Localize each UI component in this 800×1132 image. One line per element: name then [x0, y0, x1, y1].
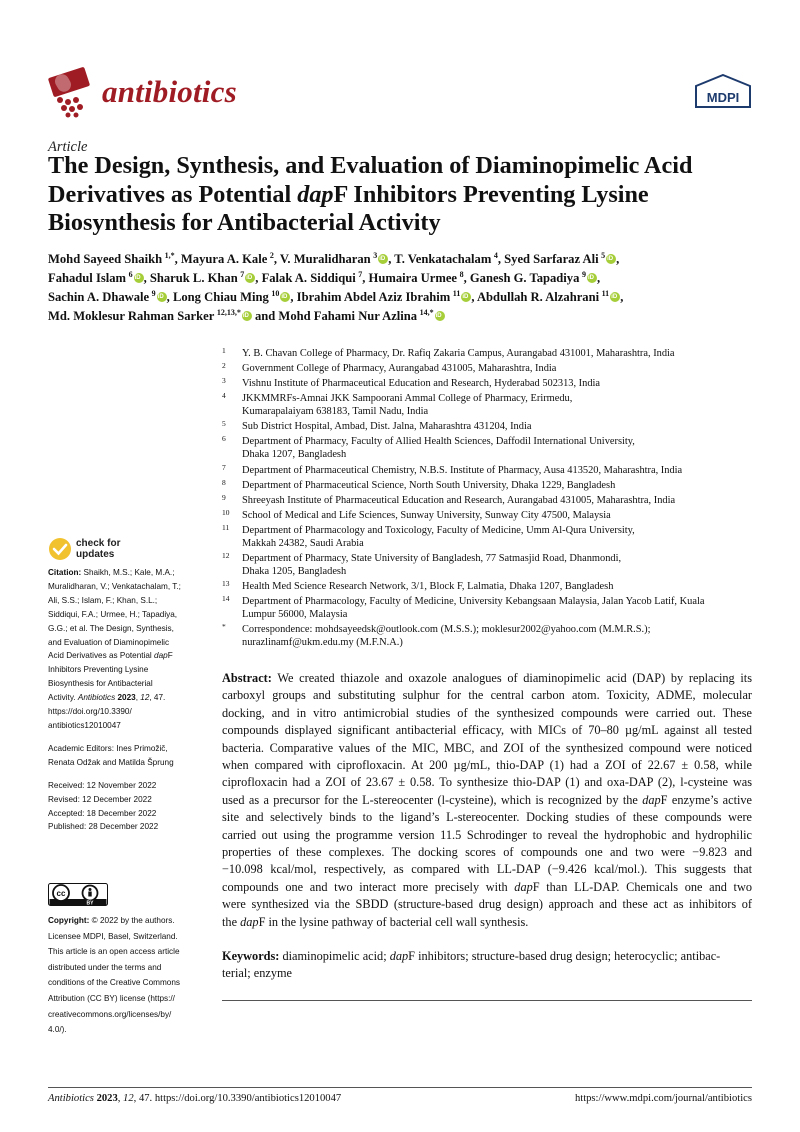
separator: , [596, 271, 601, 285]
affiliation-number: * [222, 622, 226, 632]
journal-name: antibiotics [102, 74, 237, 109]
affiliation-item [222, 377, 762, 390]
affiliation-text [242, 524, 762, 550]
affiliation-text [242, 464, 762, 477]
citation-line: Muralidharan, V.; Venkatachalam, T.; [48, 581, 181, 591]
author-name: , Abdullah R. Alzahrani [471, 290, 600, 304]
affiliation-ref: 9 [581, 269, 586, 279]
title-line: Biosynthesis for Antibacterial Activity [48, 209, 441, 236]
citation-label: Citation: [48, 568, 82, 577]
author-name: Md. Moklesur Rahman Sarker [48, 309, 215, 323]
orcid-icon[interactable] [280, 292, 290, 302]
citation-line: Siddiqui, F.A.; Urmee, H.; Tapadiya, [48, 609, 178, 619]
date-line: Accepted: 18 December 2022 [48, 808, 157, 818]
footer-journal-link[interactable]: https://www.mdpi.com/journal/antibiotics [574, 1093, 752, 1104]
orcid-icon[interactable] [587, 273, 597, 283]
affiliation-ref: 8 [459, 269, 464, 279]
date-line: Revised: 12 December 2022 [48, 794, 152, 804]
affiliation-text [242, 392, 762, 418]
footer-divider [48, 1087, 752, 1088]
abstract-line: carried out using the programme version 11.5 Schrodinger to reveal the hydrophobic and hydrophilic [222, 827, 752, 842]
affiliation-line: Y. B. Chavan College of Pharmacy, Dr. Rafiq Zakaria Campus, Aurangabad 431001, Maharashtra, India [242, 348, 675, 359]
affiliation-item [222, 552, 762, 578]
affiliation-number: 1 [222, 346, 226, 355]
orcid-icon[interactable] [461, 292, 471, 302]
affiliation-text [242, 623, 762, 649]
separator: , [616, 252, 620, 266]
author-name: Sachin A. Dhawale [48, 290, 150, 304]
affiliation-line: Government College of Pharmacy, Aurangabad 431005, Maharashtra, India [242, 363, 557, 375]
footer-citation: Antibiotics 2023, 12, 47. https://doi.org/10.3390/antibiotics12010047 [48, 1093, 342, 1104]
copyright-line: 4.0/). [48, 1025, 67, 1035]
author-list [48, 250, 760, 326]
affiliation-line: Department of Pharmacology and Toxicology, Faculty of Medicine, Umm Al-Qura University, [242, 524, 635, 536]
affiliation-item [222, 347, 762, 360]
abstract-line: bacteria. Comparative values of the MIC, MBC, and ZOI of the synthesized compound were noticed [222, 740, 752, 755]
copyright-line: creativecommons.org/licenses/by/ [48, 1009, 172, 1019]
abstract [222, 670, 752, 931]
abstract-line: when compared with ciprofloxacin. At 200 µg/mL, thio-DAP (1) had a ZOI of 22.67 ± 0.58, while [222, 758, 752, 773]
orcid-icon[interactable] [435, 311, 445, 321]
keywords-line: Keywords: diaminopimelic acid; dapF inhibitors; structure-based drug design; heterocyclic; antibac- [222, 949, 721, 963]
affiliation-line: Vishnu Institute of Pharmaceutical Education and Research, Hyderabad 502313, India [242, 378, 601, 390]
abstract-line: compounds displayed significant antibacterial efficacy, with MICs of 70–80 µg/mL against all tested [222, 723, 752, 738]
editor-line: Renata Odžak and Matilda Šprung [48, 757, 174, 767]
affiliation-ref: 10 [271, 288, 280, 298]
affiliation-ref: 11 [452, 288, 461, 298]
divider [222, 1000, 752, 1001]
affiliation-ref: 7 [358, 269, 363, 279]
affiliation-ref: 11 [601, 288, 610, 298]
affiliation-number: 8 [222, 477, 226, 487]
affiliation-number: 12 [222, 551, 230, 561]
title-line: Derivatives as Potential dapF Inhibitors Preventing Lysine [48, 180, 649, 208]
affiliation-item [222, 362, 762, 375]
affiliation-text [242, 435, 762, 461]
keywords [222, 948, 752, 983]
orcid-icon[interactable] [134, 273, 144, 283]
affiliation-item [222, 524, 762, 550]
affiliation-line: Dhaka 1205, Bangladesh [242, 566, 347, 578]
author-name: , Humaira Urmee [362, 271, 458, 285]
cc-by-label: BY [86, 900, 94, 906]
affiliation-item [222, 595, 762, 621]
check-updates-line: check for [76, 538, 121, 549]
academic-editors [48, 742, 208, 770]
affiliation-text [242, 580, 762, 593]
author-line [48, 288, 760, 307]
affiliation-number: 3 [222, 376, 226, 386]
citation-line: Ali, S.S.; Islam, F.; Khan, S.L.; [48, 595, 158, 605]
affiliation-ref: 14,* [419, 307, 434, 317]
affiliation-text [242, 552, 762, 578]
affiliation-number: 13 [222, 579, 230, 589]
copyright-line: Attribution (CC BY) license (https:// [48, 993, 175, 1003]
affiliation-item [222, 479, 762, 492]
date-line: Received: 12 November 2022 [48, 780, 157, 790]
keywords-line: terial; enzyme [222, 966, 292, 981]
abstract-line: docking, and in vitro antimicrobial studies of the synthesized compounds were carried out. These [222, 705, 752, 720]
affiliation-item [222, 580, 762, 593]
citation-line: antibiotics12010047 [48, 720, 121, 730]
keywords-label: Keywords: [222, 949, 280, 963]
check-updates-line: updates [76, 548, 115, 560]
citation-block [48, 566, 208, 733]
author-name: , V. Muralidharan [273, 252, 371, 266]
affiliation-item [222, 435, 762, 461]
abstract-line: Abstract: We created thiazole and oxazole analogues of diaminopimelic acid (DAP) by replacing its [222, 671, 752, 685]
copyright-line: distributed under the terms and [48, 962, 162, 972]
title-line: The Design, Synthesis, and Evaluation of Diaminopimelic Acid [48, 152, 693, 179]
affiliation-line: Shreeyash Institute of Pharmaceutical Education and Research, Aurangabad 431005, Maharashtra, India [242, 494, 676, 506]
copyright-line: Licensee MDPI, Basel, Switzerland. [48, 931, 178, 941]
orcid-icon[interactable] [610, 292, 620, 302]
affiliation-ref: 6 [128, 269, 133, 279]
affiliation-line: Department of Pharmaceutical Chemistry, N.B.S. Institute of Pharmacy, Ausa 413520, Maharashtra, India [242, 464, 683, 476]
affiliation-line: Makkah 24382, Saudi Arabia [242, 537, 364, 549]
affiliation-ref: 2 [269, 250, 274, 260]
author-name: , Mayura A. Kale [174, 252, 268, 266]
copyright-line: conditions of the Creative Commons [48, 978, 180, 988]
abstract-line: the dapF in the lysine pathway of bacterial cell wall synthesis. [222, 914, 529, 929]
orcid-icon[interactable] [378, 254, 388, 264]
affiliation-line: Department of Pharmaceutical Science, North South University, Dhaka 1229, Bangladesh [242, 479, 616, 491]
affiliation-line: Lumpur 56000, Malaysia [242, 609, 348, 621]
date-line: Published: 28 December 2022 [48, 822, 159, 832]
author-name: , Sharuk L. Khan [143, 271, 238, 285]
affiliation-number: 2 [222, 361, 226, 371]
citation-line: Inhibitors Preventing Lysine [48, 665, 149, 675]
affiliation-ref: 12,13,* [216, 307, 241, 317]
copyright-notice [48, 913, 208, 1038]
copyright-label: Copyright: [48, 916, 90, 925]
author-name: Fahadul Islam [48, 271, 127, 285]
abstract-line: carboxyl groups and substituting sulphur for the central carbon atom. Toxicity, ADME, molecular [222, 688, 752, 703]
separator: , [620, 290, 624, 304]
check-updates-icon [48, 537, 72, 561]
affiliation-line: School of Medical and Life Sciences, Sunway University, Sunway City 47500, Malaysia [242, 509, 611, 521]
abstract-line: used as a precursor for the L-stereocenter (l-cysteine), which is recognized by the dapF enzyme’s active [222, 792, 753, 807]
citation-line: G.G.; et al. The Design, Synthesis, [48, 623, 174, 633]
affiliation-number: 14 [222, 594, 230, 604]
citation-line: Citation: Shaikh, M.S.; Kale, M.A.; [48, 568, 175, 577]
citation-line: Acid Derivatives as Potential dapF [48, 651, 173, 661]
author-name: , T. Venkatachalam [388, 252, 492, 266]
author-name: , Ganesh G. Tapadiya [463, 271, 580, 285]
citation-line: Biosynthesis for Antibacterial [48, 679, 153, 689]
affiliation-number: 9 [222, 492, 226, 502]
affiliation-line: Kumarapalaiyam 638183, Tamil Nadu, India [242, 406, 429, 418]
affiliation-item [222, 509, 762, 522]
affiliation-text [242, 494, 762, 507]
copyright-line: This article is an open access article [48, 947, 180, 957]
affiliation-item [222, 494, 762, 507]
affiliation-item [222, 464, 762, 477]
orcid-icon[interactable] [245, 273, 255, 283]
antibiotics-logo-icon [48, 66, 94, 118]
affiliation-line: JKKMMRFs-Amnai JKK Sampoorani Ammal College of Pharmacy, Erirmedu, [242, 393, 573, 405]
abstract-line: were synthesized via the SBDD (structure-based drug design) approach and these act as inhibitors of [222, 897, 752, 912]
affiliation-item [222, 623, 762, 649]
affiliation-number: 4 [222, 391, 226, 401]
affiliation-line: Department of Pharmacy, Faculty of Allied Health Sciences, Daffodil International University, [242, 436, 635, 448]
affiliation-ref: 4 [493, 250, 498, 260]
affiliation-item [222, 392, 762, 418]
affiliation-text [242, 595, 762, 621]
citation-line: https://doi.org/10.3390/ [48, 707, 132, 717]
svg-text:cc: cc [56, 889, 66, 898]
affiliation-number: 5 [222, 419, 226, 429]
citation-line: Activity. Antibiotics 2023, 12, 47. [48, 693, 166, 703]
affiliation-line: Sub District Hospital, Ambad, Dist. Jalna, Maharashtra 431204, India [242, 421, 532, 433]
paper-title [48, 152, 768, 238]
left-sidebar [48, 566, 208, 843]
abstract-label: Abstract: [222, 671, 272, 685]
affiliation-ref: 3 [373, 250, 378, 260]
affiliation-text [242, 479, 762, 492]
abstract-line: ciprofloxacin had a ZOI of 23.67 ± 0.58. To synthesize thio-DAP (1) and oxa-DAP (2), l-cysteine was [222, 775, 752, 790]
affiliation-line: Dhaka 1207, Bangladesh [242, 449, 347, 461]
affiliation-number: 7 [222, 462, 226, 472]
abstract-line: −10.098 kcal/mol, respectively, as compared with LL-DAP (−9.426 kcal/mol.). This suggests that [222, 862, 752, 877]
copyright-line: Copyright: © 2022 by the authors. [48, 916, 175, 925]
affiliation-line: Department of Pharmacy, State University of Bangladesh, 77 Satmasjid Road, Dhanmondi, [242, 553, 622, 565]
affiliation-number: 10 [222, 507, 230, 517]
affiliation-text [242, 347, 762, 360]
affiliation-ref: 1,* [164, 250, 175, 260]
mdpi-logo-text: MDPI [706, 90, 740, 105]
citation-line: and Evaluation of Diaminopimelic [48, 637, 170, 647]
author-name: Mohd Sayeed Shaikh [48, 252, 163, 266]
publication-dates [48, 779, 208, 835]
cc-by-license-icon[interactable] [48, 883, 108, 906]
check-for-updates-button[interactable] [48, 537, 158, 563]
author-line [48, 269, 760, 288]
affiliation-line: Department of Pharmacology, Faculty of Medicine, University Kebangsaan Malaysia, Jalan Yacob Latif, Kuala [242, 596, 705, 608]
article-type: Article [48, 139, 88, 155]
orcid-icon[interactable] [606, 254, 616, 264]
affiliation-text [242, 362, 762, 375]
affiliation-line: nurazlinamf@ukm.edu.my (M.F.N.A.) [242, 637, 403, 649]
affiliation-ref: 9 [151, 288, 156, 298]
affiliation-text [242, 377, 762, 390]
affiliation-line: Correspondence: mohdsayeedsk@outlook.com (M.S.S.); moklesur2002@yahoo.com (M.M.R.S.); [242, 624, 651, 636]
author-name: , Syed Sarfaraz Ali [497, 252, 599, 266]
affiliation-item [222, 420, 762, 433]
author-line [48, 250, 760, 269]
affiliation-ref: 7 [240, 269, 245, 279]
affiliation-number: 6 [222, 434, 226, 444]
affiliation-list [222, 347, 762, 651]
affiliation-text [242, 509, 762, 522]
affiliation-number: 11 [222, 522, 230, 532]
abstract-line: compounds one and two interact more precisely with dapF than LL-DAP. Chemicals one and two [222, 879, 752, 894]
affiliation-ref: 5 [601, 250, 606, 260]
affiliation-text [242, 420, 762, 433]
orcid-icon[interactable] [157, 292, 167, 302]
author-line [48, 307, 760, 326]
editor-line: Academic Editors: Ines Primožič, [48, 743, 168, 753]
author-name: and Mohd Fahami Nur Azlina [251, 309, 418, 323]
orcid-icon[interactable] [242, 311, 252, 321]
author-name: , Long Chiau Ming [166, 290, 269, 304]
abstract-line: properties of these complexes. The docking scores of compounds one and two were −9.823 and [222, 845, 752, 860]
mdpi-logo-icon [694, 74, 752, 108]
author-name: , Falak A. Siddiqui [255, 271, 356, 285]
check-updates-label [76, 539, 120, 560]
author-name: , Ibrahim Abdel Aziz Ibrahim [290, 290, 451, 304]
abstract-line: site and selectively binds to the ligand’s L-stereocenter. Docking studies of these compounds were [222, 810, 752, 825]
affiliation-line: Health Med Science Research Network, 3/1, Block F, Lalmatia, Dhaka 1207, Bangladesh [242, 581, 614, 593]
